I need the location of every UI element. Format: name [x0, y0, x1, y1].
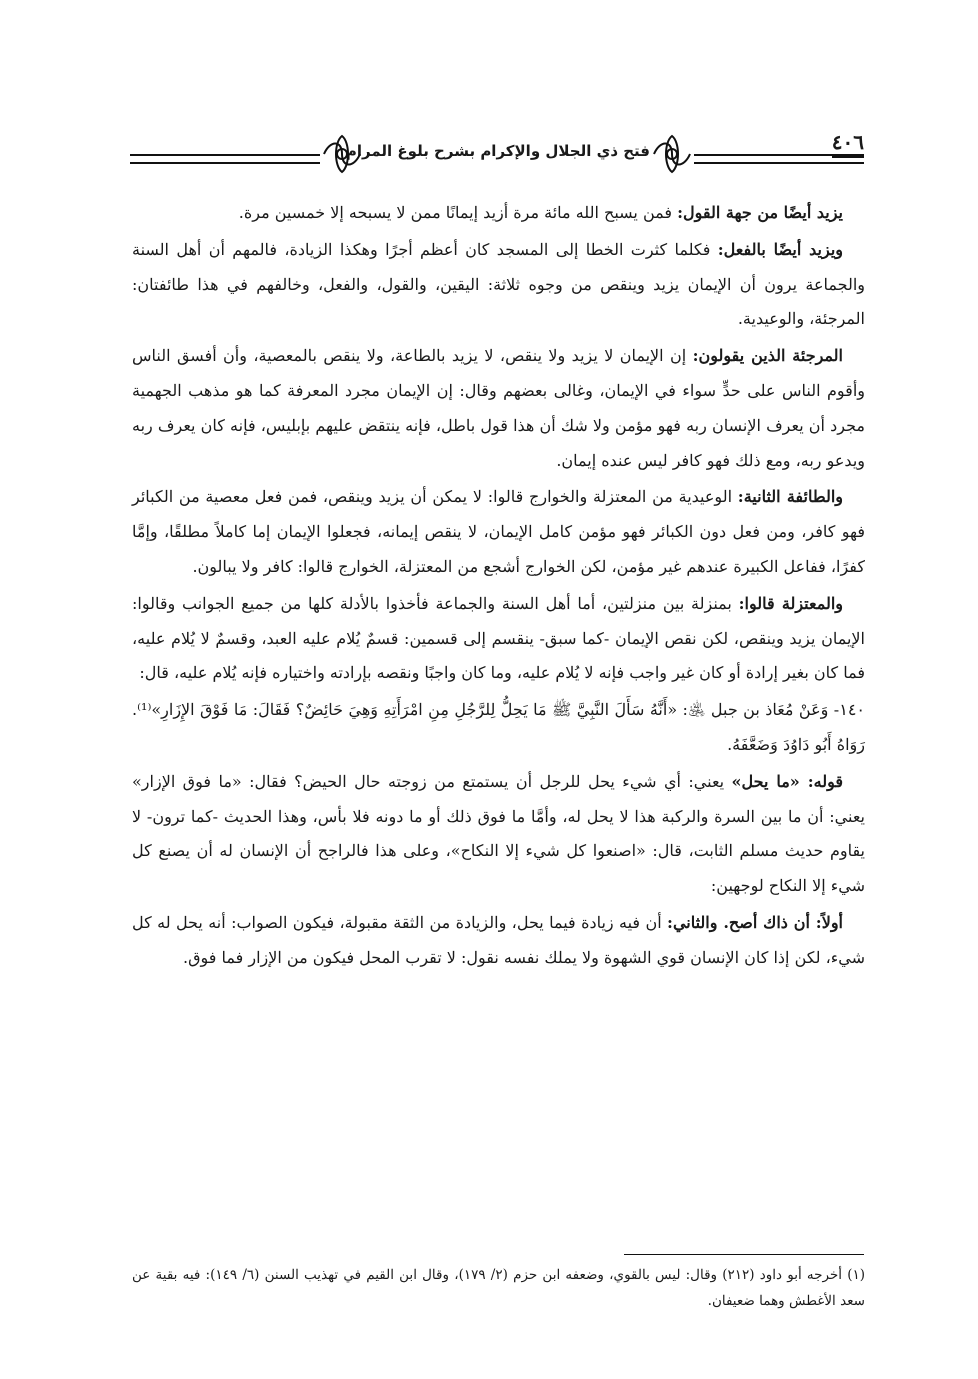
- paragraph: [132, 906, 865, 976]
- paragraph: [132, 339, 865, 478]
- ornament-left-icon: [320, 132, 364, 176]
- paragraph-lead: يزيد أيضًا من جهة القول:: [677, 203, 843, 222]
- paragraph-lead: ويزيد أيضًا بالفعل:: [717, 239, 844, 259]
- paragraph-text: يعني: أي شيء يحل للرجل أن يستمتع من زوجته حال الحيض؟ فقال: «ما فوق الإزار» يعني: أن ما بين السرة والركبة هذا لا يحل له، وأمَّا ما فوق ذلك أو ما دونه فلا بأس، وهذا الحديث -كما ترون- لا يقاوم حديث مسلم الثابت، قال: «اصنعوا كل شيء إلا النكاح»، وعلى هذا فالراجح أن الإنسان له أن يصنع كل شيء إلا النكاح لوجهين:: [132, 771, 865, 896]
- paragraph-text: بمنزلة بين منزلتين، أما أهل السنة والجماعة فأخذوا بالأدلة كلها من جميع الجوانب وقالوا: الإيمان يزيد وينقص، لكن نقص الإيمان -كما سبق- ينقسم إلى قسمين: قسمٌ يُلام عليه العبد، وقسمٌ لا يُلام عليه، فما كان بغير إرادة أو كان غير واجب فإنه لا يُلام عليه، وما كان واجبًا ونقصه بإرادته واختياره فإنه يُلام عليه، قال:: [132, 593, 865, 683]
- paragraph-text: إن الإيمان لا يزيد ولا ينقص، لا يزيد بالطاعة، ولا ينقص بالمعصية، وأن أفسق الناس وأقوم الناس على حدٍّ سواء في الإيمان، وغالى بعضهم وقال: إن الإيمان مجرد المعرفة كما هو مذهب الجهمية مجرد أن يعرف الإنسان ربه فهو مؤمن ولا شك أن هذا قول باطل، فإنه ينتقض عليهم بإبليس، فإنه كان يعرف ربه ويدعو ربه، ومع ذلك فهو كافر ليس عنده إيمان.: [132, 346, 865, 470]
- paragraph: [132, 196, 865, 231]
- hadith-lead: ١٤٠- وَعَنْ مُعَاذ بن جبل ﵁:: [682, 700, 865, 720]
- paragraph-lead: المرجئة الذين يقولون:: [692, 346, 844, 366]
- hadith-text: «أَنَّهُ سَأَلَ النَّبِيَّ ﷺ مَا يَحِلُّ لِلرَّجُلِ مِنِ امْرَأَتِهِ وَهِيَ حَائِضٌ؟ فَقَالَ: مَا فَوْقَ الإِزَارِ»⁽¹⁾. رَوَاهُ أَبُو دَاوُدَ وَضَعَّفَهُ.: [132, 700, 865, 754]
- paragraph-text: فكلما كثرت الخطا إلى المسجد كان أعظم أجرًا وهكذا الزيادة، فالمهم أن أهل السنة والجماعة يرون أن الإيمان يزيد وينقص من وجوه ثلاثة: اليقين، والقول، والفعل، وخالفهم في هذا طائفتان: المرجئة، والوعيدية.: [132, 239, 865, 329]
- paragraph-lead: أولاً: أن ذاك أصح. والثاني:: [667, 912, 844, 932]
- book-title: فتح ذي الجلال والإكرام بشرح بلوغ المرام: [345, 142, 650, 160]
- paragraph-lead: والمعتزلة قالوا:: [738, 593, 843, 613]
- paragraph-lead: قوله: «ما يحل»: [731, 771, 843, 791]
- paragraph-lead: والطائفة الثانية:: [737, 487, 844, 507]
- page-body: [132, 196, 865, 976]
- paragraph: [132, 765, 865, 904]
- footnote-text: (١) أخرجه أبو داود (٢١٢) وقال: ليس بالقوي، وضعفه ابن حزم (٢/ ١٧٩)، وقال ابن القيم في تهذيب السنن (٦/ ١٤٩): فيه بقية عن سعد الأغطش وهما ضعيفان.: [132, 1267, 866, 1309]
- paragraph-text: الوعيدية من المعتزلة والخوارج قالوا: لا يمكن أن يزيد وينقص، فمن فعل معصية من الكبائر فهو كافر، ومن فعل دون الكبائر فهو مؤمن كامل الإيمان، لا ينقص إيمانه، فجعلوا الإيمان إما كاملاً مطلقًا، وإمَّا كفرًا، ففاعل الكبيرة عندهم غير مؤمن، لكن الخوارج أشجع من المعتزلة، الخوارج قالوا: كافر ولا يبالون.: [132, 487, 866, 576]
- header-rule-right: [694, 154, 864, 164]
- ornament-right-icon: [650, 132, 694, 176]
- page-number: ٤٠٦: [832, 130, 864, 158]
- paragraph-text: فمن يسبح الله مائة مرة أزيد إيمانًا ممن لا يسبحه إلا خمسين مرة.: [238, 203, 678, 222]
- footnote-divider: [624, 1254, 864, 1255]
- paragraph: [132, 480, 865, 584]
- footnote: [132, 1262, 865, 1314]
- paragraph: [132, 233, 865, 337]
- page-header: [130, 128, 864, 178]
- header-rule-left: [130, 154, 320, 164]
- paragraph-text: أن فيه زيادة فيما يحل، والزيادة من الثقة مقبولة، فيكون الصواب: أنه يحل له كل شيء، لكن إذا كان الإنسان قوي الشهوة ولا يملك نفسه نقول: لا تقرب المحل فيكون من الإزار فما فوق.: [132, 912, 865, 967]
- paragraph: [132, 587, 865, 691]
- hadith-paragraph: [132, 693, 865, 763]
